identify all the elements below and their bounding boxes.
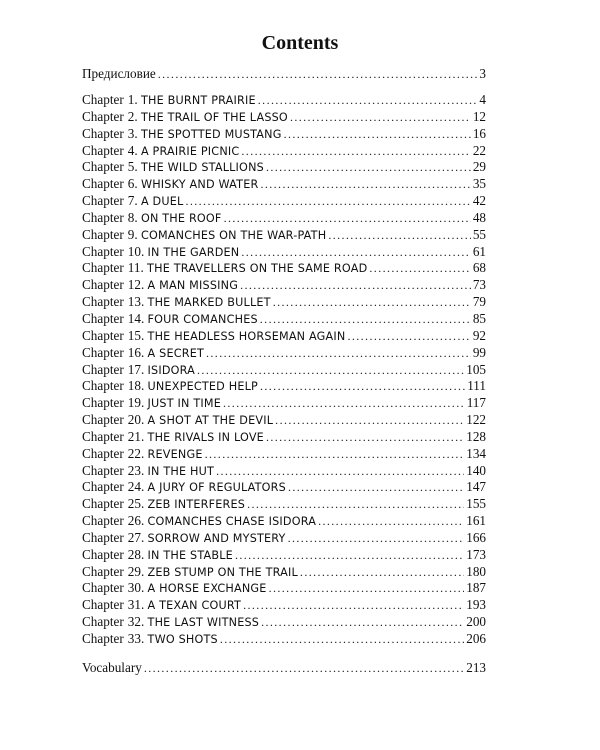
toc-entry-label xyxy=(82,311,258,327)
dot-leader xyxy=(220,632,464,647)
chapter-entry xyxy=(82,378,486,395)
toc-entry-label xyxy=(82,159,264,175)
chapter-number: 12. xyxy=(127,277,145,293)
chapter-number: 31. xyxy=(127,597,145,613)
chapter-number: 14. xyxy=(127,310,145,326)
page-number: 61 xyxy=(472,243,486,259)
toc-entry-label xyxy=(82,580,267,596)
chapter-number: 22. xyxy=(127,445,145,461)
chapter-title: UNEXPECTED HELP xyxy=(147,380,258,394)
chapter-prefix: Chapter xyxy=(82,125,124,141)
page-number: 92 xyxy=(472,327,486,343)
chapter-number: 28. xyxy=(127,546,145,562)
chapter-entry xyxy=(82,513,486,530)
chapter-prefix: Chapter xyxy=(82,529,124,545)
toc-entry-label xyxy=(82,277,238,293)
chapter-title: A DUEL xyxy=(140,195,184,209)
toc-entry-label xyxy=(82,479,286,495)
chapter-title: IN THE HUT xyxy=(147,464,215,478)
toc-entry-label xyxy=(82,193,183,209)
toc-entry-label xyxy=(82,496,245,512)
chapter-prefix: Chapter xyxy=(82,412,124,428)
chapter-title: THE WILD STALLIONS xyxy=(140,161,264,175)
chapter-title: THE SPOTTED MUSTANG xyxy=(140,127,282,141)
chapter-prefix: Chapter xyxy=(82,614,124,630)
page-number: 206 xyxy=(466,631,486,646)
chapter-number: 3. xyxy=(127,125,138,141)
chapter-title: A HORSE EXCHANGE xyxy=(147,582,267,596)
chapter-number: 8. xyxy=(127,209,138,225)
chapter-entry xyxy=(82,345,486,362)
chapter-prefix: Chapter xyxy=(82,108,124,124)
chapter-prefix: Chapter xyxy=(82,142,124,158)
chapter-title: THE BURNT PRAIRIE xyxy=(140,94,256,107)
chapter-prefix: Chapter xyxy=(82,395,124,411)
chapter-entry xyxy=(82,479,486,496)
chapter-title: A SECRET xyxy=(147,346,204,360)
dot-leader xyxy=(273,295,471,310)
back-matter-list xyxy=(82,660,486,677)
chapter-prefix: Chapter xyxy=(82,580,124,596)
page-number: 193 xyxy=(466,597,486,613)
toc-entry-label xyxy=(82,244,239,260)
page-number: 55 xyxy=(472,226,486,242)
dot-leader xyxy=(206,346,471,361)
chapter-prefix: Chapter xyxy=(82,496,124,512)
chapter-entry xyxy=(82,277,486,294)
page-number: 122 xyxy=(466,412,486,428)
dot-leader xyxy=(216,464,464,479)
chapter-number: 29. xyxy=(127,563,145,579)
dot-leader xyxy=(261,615,464,630)
page-number: 79 xyxy=(472,294,486,310)
dot-leader xyxy=(284,127,471,142)
page-number: 200 xyxy=(466,614,486,630)
toc-entry-label xyxy=(82,660,142,676)
chapter-entry xyxy=(82,597,486,614)
chapter-prefix: Chapter xyxy=(82,209,124,225)
chapter-entry xyxy=(82,294,486,311)
chapter-entry xyxy=(82,143,486,160)
dot-leader xyxy=(328,228,471,243)
chapter-prefix: Chapter xyxy=(82,294,124,310)
chapter-title: FOUR COMANCHES xyxy=(147,312,258,326)
page-number: 111 xyxy=(467,378,486,394)
dot-leader xyxy=(158,67,478,82)
dot-leader xyxy=(258,93,478,108)
front-matter-entry xyxy=(82,66,486,83)
chapter-number: 19. xyxy=(127,395,145,411)
chapter-prefix: Chapter xyxy=(82,243,124,259)
page-number: 117 xyxy=(466,395,486,411)
dot-leader xyxy=(266,430,464,445)
dot-leader xyxy=(369,261,470,276)
chapter-entry xyxy=(82,412,486,429)
chapter-title: REVENGE xyxy=(147,447,203,461)
page-number: 213 xyxy=(466,660,486,675)
chapter-entry xyxy=(82,530,486,547)
chapter-list xyxy=(82,92,486,648)
toc-entry-label xyxy=(82,547,233,563)
page-number: 99 xyxy=(472,344,486,360)
chapter-title: THE HEADLESS HORSEMAN AGAIN xyxy=(147,329,346,343)
chapter-number: 26. xyxy=(127,513,145,529)
chapter-prefix: Chapter xyxy=(82,361,124,377)
toc-entry-label xyxy=(82,92,256,108)
chapter-title: THE LAST WITNESS xyxy=(147,616,260,630)
chapter-prefix: Chapter xyxy=(82,428,124,444)
chapter-entry xyxy=(82,614,486,631)
chapter-entry xyxy=(82,362,486,379)
chapter-title: SORROW AND MYSTERY xyxy=(147,531,286,545)
dot-leader xyxy=(241,245,470,260)
dot-leader xyxy=(185,194,470,209)
chapter-entry xyxy=(82,446,486,463)
chapter-title: A PRAIRIE PICNIC xyxy=(140,144,240,158)
dot-leader xyxy=(300,565,464,580)
chapter-number: 13. xyxy=(127,294,145,310)
chapter-title: THE TRAVELLERS ON THE SAME ROAD xyxy=(147,262,368,276)
chapter-entry xyxy=(82,109,486,126)
chapter-title: A JURY OF REGULATORS xyxy=(147,481,286,495)
page-number: 42 xyxy=(472,193,486,209)
chapter-title: JUST IN TIME xyxy=(147,397,221,411)
chapter-title: A SHOT AT THE DEVIL xyxy=(147,414,274,428)
chapter-number: 2. xyxy=(127,108,138,124)
dot-leader xyxy=(224,211,471,226)
chapter-title: A TEXAN COURT xyxy=(147,599,242,613)
toc-entry-label xyxy=(82,227,326,243)
dot-leader xyxy=(275,413,464,428)
toc-entry-label xyxy=(82,362,195,378)
chapter-entry xyxy=(82,496,486,513)
toc-entry-label xyxy=(82,412,273,428)
chapter-entry xyxy=(82,564,486,581)
page-number: 12 xyxy=(472,108,486,124)
chapter-title: THE MARKED BULLET xyxy=(147,296,271,310)
chapter-entry xyxy=(82,547,486,564)
dot-leader xyxy=(223,396,465,411)
chapter-number: 10. xyxy=(127,243,145,259)
chapter-number: 18. xyxy=(127,378,145,394)
chapter-title: THE RIVALS IN LOVE xyxy=(147,430,264,444)
chapter-prefix: Chapter xyxy=(82,159,124,175)
page-number: 187 xyxy=(466,580,486,596)
toc-entry-label xyxy=(82,513,316,529)
chapter-number: 9. xyxy=(127,226,138,242)
back-matter-entry xyxy=(82,660,486,677)
dot-leader xyxy=(288,480,464,495)
dot-leader xyxy=(260,379,465,394)
chapter-entry xyxy=(82,244,486,261)
chapter-number: 33. xyxy=(127,631,145,646)
chapter-title: ON THE ROOF xyxy=(140,211,222,225)
toc-entry-label xyxy=(82,564,298,580)
chapter-entry xyxy=(82,210,486,227)
page-number: 85 xyxy=(472,310,486,326)
chapter-title: COMANCHES ON THE WAR-PATH xyxy=(140,228,327,242)
chapter-number: 5. xyxy=(127,159,138,175)
page-number: 147 xyxy=(466,479,486,495)
chapter-title: COMANCHES CHASE ISIDORA xyxy=(147,515,317,529)
chapter-prefix: Chapter xyxy=(82,226,124,242)
toc-entry-label xyxy=(82,143,239,159)
page-number: 3 xyxy=(479,66,486,81)
dot-leader xyxy=(347,329,470,344)
chapter-number: 1. xyxy=(127,92,138,107)
chapter-entry xyxy=(82,193,486,210)
toc-entry-label xyxy=(82,260,367,276)
page-number: 173 xyxy=(466,546,486,562)
front-matter-title: Предисловие xyxy=(82,66,156,81)
page-number: 180 xyxy=(466,563,486,579)
page-number: 68 xyxy=(472,260,486,276)
dot-leader xyxy=(235,548,464,563)
chapter-title: ISIDORA xyxy=(147,363,196,377)
page-title: Contents xyxy=(261,32,339,54)
toc-entry-label xyxy=(82,446,203,462)
chapter-prefix: Chapter xyxy=(82,631,124,646)
chapter-number: 32. xyxy=(127,614,145,630)
chapter-entry xyxy=(82,631,486,648)
chapter-number: 17. xyxy=(127,361,145,377)
dot-leader xyxy=(288,531,465,546)
chapter-entry xyxy=(82,311,486,328)
chapter-prefix: Chapter xyxy=(82,344,124,360)
chapter-title: IN THE GARDEN xyxy=(147,245,240,259)
chapter-prefix: Chapter xyxy=(82,310,124,326)
toc-entry-label xyxy=(82,345,204,361)
chapter-prefix: Chapter xyxy=(82,378,124,394)
page-number: 161 xyxy=(466,513,486,529)
chapter-number: 21. xyxy=(127,428,145,444)
chapter-prefix: Chapter xyxy=(82,277,124,293)
toc-entry-label xyxy=(82,109,288,125)
toc-entry-label xyxy=(82,126,282,142)
dot-leader xyxy=(240,278,471,293)
page-number: 128 xyxy=(466,428,486,444)
chapter-prefix: Chapter xyxy=(82,445,124,461)
chapter-entry xyxy=(82,429,486,446)
toc-entry-label xyxy=(82,597,241,613)
chapter-number: 16. xyxy=(127,344,145,360)
page-number: 22 xyxy=(472,142,486,158)
front-matter-list xyxy=(82,66,486,83)
dot-leader xyxy=(243,598,464,613)
chapter-prefix: Chapter xyxy=(82,193,124,209)
chapter-title: IN THE STABLE xyxy=(147,548,233,562)
page-number: 73 xyxy=(472,277,486,293)
page-number: 166 xyxy=(466,529,486,545)
page-number: 140 xyxy=(466,462,486,478)
chapter-prefix: Chapter xyxy=(82,563,124,579)
toc-entry-label xyxy=(82,210,222,226)
chapter-number: 20. xyxy=(127,412,145,428)
chapter-prefix: Chapter xyxy=(82,479,124,495)
chapter-entry xyxy=(82,92,486,109)
chapter-title: THE TRAIL OF THE LASSO xyxy=(140,110,288,124)
dot-leader xyxy=(205,447,465,462)
chapter-title: A MAN MISSING xyxy=(147,279,239,293)
toc-entry-label xyxy=(82,294,271,310)
toc-entry-label xyxy=(82,463,214,479)
chapter-entry xyxy=(82,328,486,345)
chapter-number: 15. xyxy=(127,327,145,343)
chapter-number: 11. xyxy=(127,260,144,276)
chapter-prefix: Chapter xyxy=(82,462,124,478)
chapter-prefix: Chapter xyxy=(82,260,124,276)
chapter-prefix: Chapter xyxy=(82,327,124,343)
page-number: 4 xyxy=(479,92,486,107)
chapter-number: 24. xyxy=(127,479,145,495)
dot-leader xyxy=(260,177,470,192)
chapter-prefix: Chapter xyxy=(82,546,124,562)
chapter-number: 30. xyxy=(127,580,145,596)
chapter-title: TWO SHOTS xyxy=(147,633,218,646)
chapter-title: WHISKY AND WATER xyxy=(140,178,259,192)
chapter-prefix: Chapter xyxy=(82,92,124,107)
chapter-entry xyxy=(82,126,486,143)
chapter-number: 27. xyxy=(127,529,145,545)
page-number: 155 xyxy=(466,496,486,512)
dot-leader xyxy=(241,144,470,159)
dot-leader xyxy=(260,312,471,327)
chapter-prefix: Chapter xyxy=(82,513,124,529)
dot-leader xyxy=(247,497,464,512)
page-number: 16 xyxy=(472,125,486,141)
dot-leader xyxy=(144,661,464,676)
chapter-number: 4. xyxy=(127,142,138,158)
chapter-number: 7. xyxy=(127,193,138,209)
chapter-prefix: Chapter xyxy=(82,597,124,613)
toc-entry-label xyxy=(82,378,258,394)
chapter-number: 23. xyxy=(127,462,145,478)
chapter-entry xyxy=(82,463,486,480)
chapter-entry xyxy=(82,580,486,597)
dot-leader xyxy=(266,160,471,175)
toc-entry-label xyxy=(82,631,218,647)
chapter-prefix: Chapter xyxy=(82,176,124,192)
toc-entry-label xyxy=(82,614,259,630)
chapter-title: ZEB STUMP ON THE TRAIL xyxy=(147,565,298,579)
page-number: 134 xyxy=(466,445,486,461)
toc-entry-label xyxy=(82,176,258,192)
dot-leader xyxy=(318,514,464,529)
page-number: 48 xyxy=(472,209,486,225)
chapter-title: ZEB INTERFERES xyxy=(147,498,246,512)
toc-entry-label xyxy=(82,395,221,411)
chapter-entry xyxy=(82,227,486,244)
dot-leader xyxy=(269,581,465,596)
page-number: 35 xyxy=(472,176,486,192)
dot-leader xyxy=(290,110,471,125)
back-matter-title: Vocabulary xyxy=(82,660,142,675)
page-number: 29 xyxy=(472,159,486,175)
toc-entry-label xyxy=(82,429,264,445)
chapter-entry xyxy=(82,176,486,193)
chapter-entry xyxy=(82,260,486,277)
toc-entry-label xyxy=(82,328,345,344)
chapter-entry xyxy=(82,395,486,412)
chapter-number: 6. xyxy=(127,176,138,192)
toc-entry-label xyxy=(82,66,156,82)
chapter-entry xyxy=(82,159,486,176)
toc-entry-label xyxy=(82,530,286,546)
dot-leader xyxy=(197,363,464,378)
page-number: 105 xyxy=(466,361,486,377)
chapter-number: 25. xyxy=(127,496,145,512)
